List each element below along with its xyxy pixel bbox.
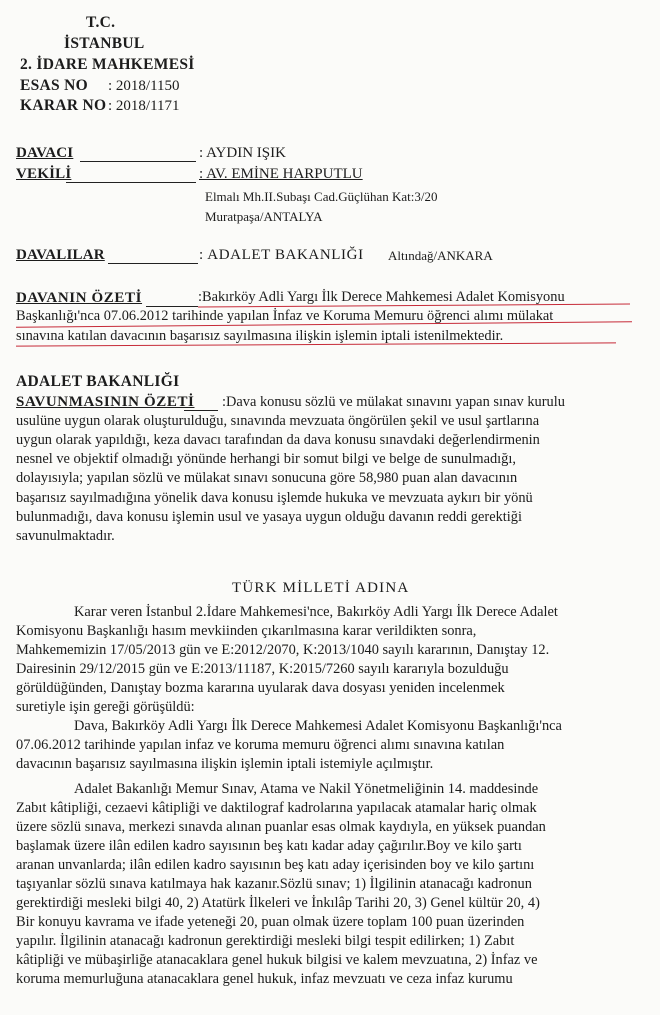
- header-tc: T.C.: [86, 14, 116, 31]
- summary-line-1: :Bakırköy Adli Yargı İlk Derece Mahkemesi Adalet Komisyonu: [198, 289, 565, 305]
- summary-rule: [146, 306, 198, 307]
- vekili-label: VEKİLİ: [16, 166, 72, 182]
- decision-p2-line-3: davacının başarısız sayılmasına ilişkin işlemin iptali istemiyle açılmıştır.: [16, 756, 434, 772]
- header-city: İSTANBUL: [64, 35, 145, 52]
- decision-p3-line-8: Bir konuyu kavrama ve ifade yeteneği 20, puan olmak üzere toplam 100 puan üzerinden: [16, 914, 525, 930]
- davaci-value: : AYDIN IŞIK: [199, 145, 286, 161]
- defense-line-2: usulüne uygun olarak oluşturulduğu, sınavında mevzuata öngörülen şekil ve usul şartlarına: [16, 413, 540, 429]
- davaci-rule: [80, 161, 196, 162]
- summary-label: DAVANIN ÖZETİ: [16, 290, 143, 306]
- defense-line-3: uygun olarak yapıldığı, keza davacı tarafından da dava konusu sınavdaki değerlendirmenin: [16, 432, 540, 448]
- esas-value: : 2018/1150: [108, 78, 180, 94]
- decision-p3-line-11: koruma memurluğuna atanacaklara genel hukuk, infaz mevzuatı ve ceza infaz kurumu: [16, 971, 513, 987]
- decision-p1-line-5: görüldüğünden, Danıştay bozma kararına uyularak dava dosyası yeniden incelenmek: [16, 680, 505, 696]
- decision-p3-line-6: taşıyanlar sözlü sınava katılmaya hak kazanır.Sözlü sınav; 1) İlgilinin atanacağı kadronun: [16, 876, 532, 892]
- decision-p3-line-7: gerektirdiği mesleki bilgi 40, 2) Atatürk İlkeleri ve İnkılâp Tarihi 20, 3) Genel kültür 20, 4): [16, 895, 540, 911]
- decision-p1-line-3: Mahkememizin 17/05/2013 gün ve E:2012/2070, K:2013/1040 sayılı kararının, Danıştay 12.: [16, 642, 550, 658]
- summary-line-3: sınavına katılan davacının başarısız sayılmasına ilişkin işlemin iptali istenilmektedir.: [16, 328, 504, 344]
- decision-p3-line-10: kâtipliği ve mübaşirliğe atanacaklara genel hukuk bilgisi ve kalem mevzuatına, 2) İnfaz ve: [16, 952, 538, 968]
- decision-p2-line-1: Dava, Bakırköy Adli Yargı İlk Derece Mahkemesi Adalet Komisyonu Başkanlığı'nca: [74, 718, 562, 734]
- vekili-address-line1: Elmalı Mh.II.Subaşı Cad.Güçlühan Kat:3/20: [205, 189, 438, 204]
- summary-line-2: Başkanlığı'nca 07.06.2012 tarihinde yapılan İnfaz ve Koruma Memuru öğrenci alımı mülakat: [16, 308, 554, 324]
- davalilar-value: : ADALET BAKANLIĞI: [199, 247, 364, 263]
- decision-p1-line-6: suretiyle işin gereği görüşüldü:: [16, 699, 195, 715]
- davalilar-rule: [108, 263, 198, 264]
- decision-p3-line-5: aranan unvanlarda; ilân edilen kadro sayısının beş katı aday içerisinden boy ve kilo şartını: [16, 857, 535, 873]
- davalilar-label: DAVALILAR: [16, 247, 105, 263]
- decision-p1-line-4: Dairesinin 29/12/2015 gün ve E:2013/11187, K:2015/7260 sayılı kararıyla bozulduğu: [16, 661, 509, 677]
- decision-p3-line-4: başlamak üzere ilân edilen kadro sayısının beş katı kadar aday çağırılır.Boy ve kilo şartı: [16, 838, 522, 854]
- karar-value: : 2018/1171: [108, 98, 180, 114]
- vekili-address-line2: Muratpaşa/ANTALYA: [205, 209, 323, 224]
- decision-p3-line-9: yapılır. İlgilinin atanacağı kadronun gerektirdiği mesleki bilgi tespit edilirken; 1) Zabıt: [16, 933, 515, 949]
- defense-label: SAVUNMASININ ÖZETİ: [16, 394, 195, 410]
- decision-p3-line-3: üzere sözlü sınava, merkezi sınavda alınan puanlar esas olmak kaydıyla, en yüksek puandan: [16, 819, 546, 835]
- defense-line-1: :Dava konusu sözlü ve mülakat sınavını yapan sınav kurulu: [222, 394, 565, 410]
- header-court: 2. İDARE MAHKEMESİ: [20, 56, 195, 73]
- vekili-value: : AV. EMİNE HARPUTLU: [199, 166, 363, 182]
- defense-line-5: dolayısıyla; yapılan sözlü ve mülakat sınavı sonucuna göre 58,980 puan alan davacının: [16, 470, 518, 486]
- vekili-rule: [66, 182, 196, 183]
- defense-line-8: savunulmaktadır.: [16, 528, 115, 544]
- davalilar-place: Altındağ/ANKARA: [388, 248, 493, 263]
- karar-label: KARAR NO: [20, 97, 107, 114]
- decision-p2-line-2: 07.06.2012 tarihinde yapılan infaz ve koruma memuru öğrenci alımı sınavına katılan: [16, 737, 505, 753]
- decision-p3-line-1: Adalet Bakanlığı Memur Sınav, Atama ve Nakil Yönetmeliğinin 14. maddesinde: [74, 781, 539, 797]
- defense-rule: [184, 410, 218, 411]
- davaci-label: DAVACI: [16, 145, 74, 161]
- defense-line-7: bulunmadığı, dava konusu işlemin usul ve yasaya uygun olduğu davanın reddi gerektiği: [16, 509, 522, 525]
- decision-p1-line-1: Karar veren İstanbul 2.İdare Mahkemesi'nce, Bakırköy Adli Yargı İlk Derece Adalet: [74, 604, 558, 620]
- decision-title: TÜRK MİLLETİ ADINA: [232, 580, 410, 596]
- decision-p3-line-2: Zabıt kâtipliği, cezaevi kâtipliği ve daktilograf kadrolarına yapılacak atamalar hariç olmak: [16, 800, 537, 816]
- defense-line-4: nesnel ve objektif olmadığı yönünde herhangi bir somut bilgi ve belge de sunulmadığı,: [16, 451, 516, 467]
- defense-heading: ADALET BAKANLIĞI: [16, 373, 180, 390]
- decision-p1-line-2: Komisyonu Başkanlığı hasım mevkiinden çıkarılmasına karar verildikten sonra,: [16, 623, 477, 639]
- esas-label: ESAS NO: [20, 77, 88, 94]
- defense-line-6: başarısız sayılmadığına yönelik dava konusu işlemde hukuka ve mevzuata aykırı bir yönü: [16, 490, 533, 506]
